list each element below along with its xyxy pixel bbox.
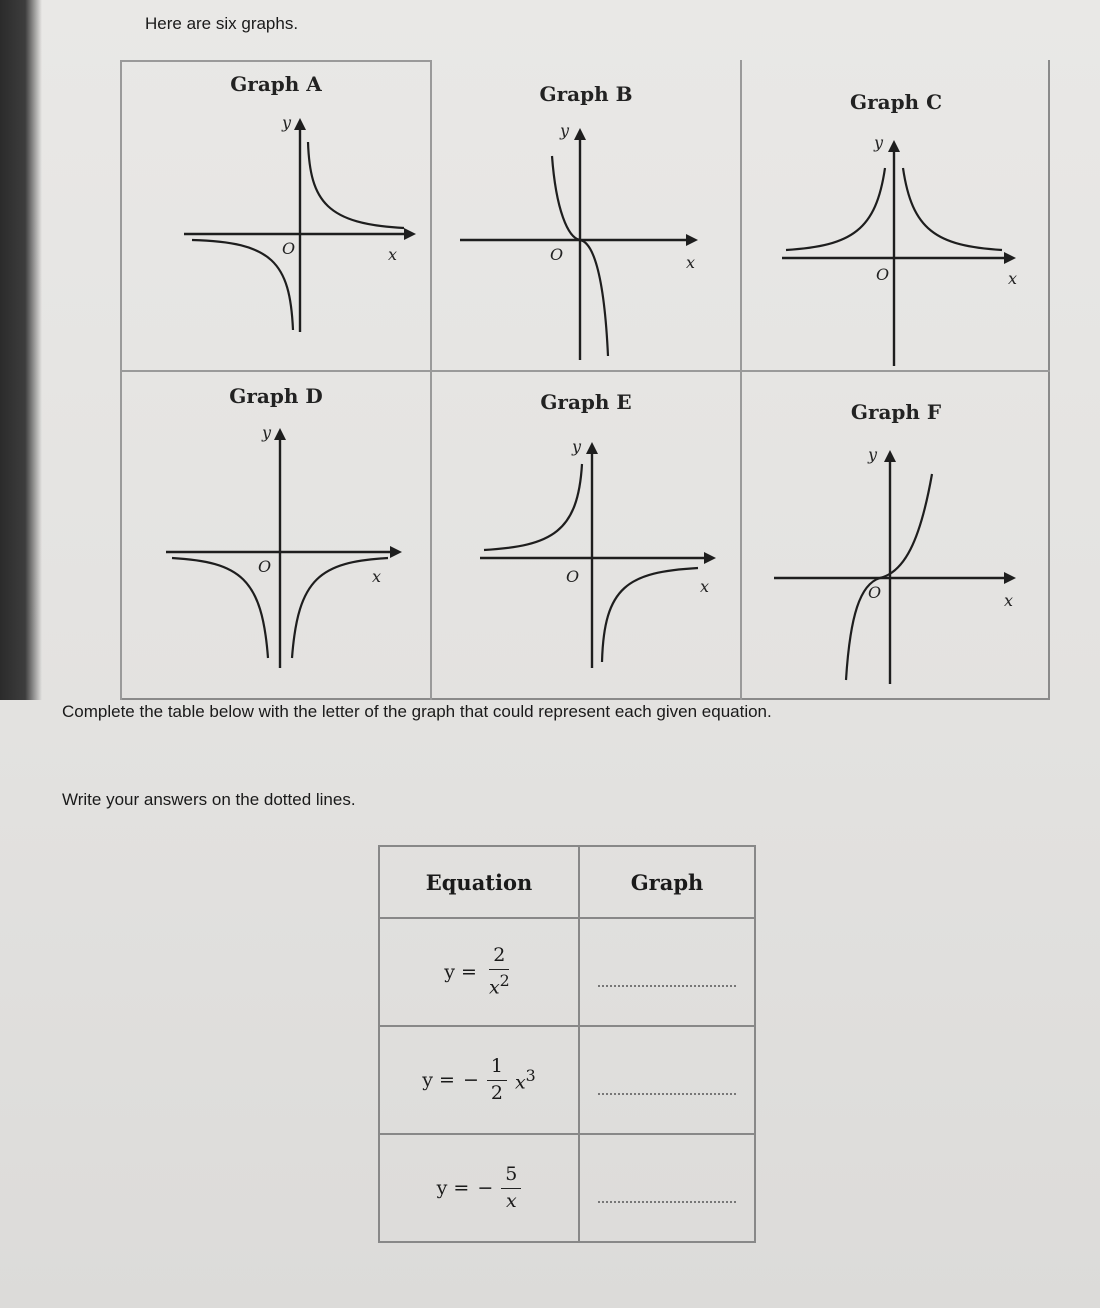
curve-branch-left [192, 239, 296, 330]
origin-label: O [282, 239, 296, 258]
equation-cell [379, 1134, 579, 1242]
answer-dotted-line[interactable] [598, 985, 736, 987]
fraction-denominator [502, 1189, 521, 1212]
header-graph: Graph [579, 846, 755, 918]
graph-title: Graph E [540, 390, 632, 414]
curve-branch-left [786, 168, 885, 250]
denominator-exponent: 2 [499, 970, 510, 990]
curve-branch-right [308, 142, 404, 228]
answer-dotted-line[interactable] [598, 1093, 736, 1095]
graph-title: Graph B [539, 82, 633, 106]
y-axis-arrow [586, 442, 598, 454]
trailing-exponent: 3 [525, 1066, 536, 1086]
graph-title: Graph A [230, 72, 322, 96]
graph-a-plot [122, 62, 430, 370]
fraction-numerator: 1 [487, 1057, 507, 1081]
header-equation: Equation [379, 846, 579, 918]
table-row [379, 1134, 755, 1242]
fraction-denominator [485, 970, 514, 998]
x-label: x [1008, 269, 1018, 288]
equation-fraction [501, 1162, 521, 1212]
x-label: x [372, 567, 382, 586]
graph-e-plot [432, 372, 740, 700]
page-edge-shadow [0, 0, 42, 700]
origin-label: O [258, 557, 272, 576]
y-label: y [874, 133, 884, 152]
x-label: x [388, 245, 398, 264]
x-axis-arrow [686, 234, 698, 246]
table-row [379, 918, 755, 1026]
x-axis-arrow [390, 546, 402, 558]
x-label: x [686, 253, 696, 272]
x-label: x [1004, 591, 1014, 610]
graph-c-panel [740, 60, 1050, 370]
intro-text: Here are six graphs. [145, 14, 299, 33]
equation-sign: − [462, 1069, 479, 1091]
graph-b-plot [432, 60, 740, 368]
fraction-denominator: 2 [490, 1081, 503, 1104]
x-axis-arrow [1004, 572, 1016, 584]
denominator-base: x [488, 976, 500, 999]
instruction-dotted-lines: Write your answers on the dotted lines. [62, 790, 356, 809]
graph-title: Graph F [850, 400, 942, 424]
graph-e-panel [430, 370, 740, 700]
equation-lhs: y = [436, 1177, 470, 1199]
y-label: y [868, 445, 878, 464]
y-axis-arrow [294, 118, 306, 130]
curve-branch-right [602, 568, 698, 662]
graph-b-panel [430, 60, 740, 370]
equation-cell [379, 1026, 579, 1134]
fraction-numerator: 2 [489, 946, 509, 970]
x-label: x [700, 577, 710, 596]
x-axis-arrow [404, 228, 416, 240]
graph-f-panel [740, 370, 1050, 700]
graph-a-panel [120, 60, 430, 370]
y-axis-arrow [884, 450, 896, 462]
trailing-base: x [514, 1071, 526, 1094]
answer-cell[interactable] [579, 1026, 755, 1134]
origin-label: O [868, 583, 882, 602]
graph-d-panel [120, 370, 430, 700]
graph-title: Graph D [229, 384, 323, 408]
equation-lhs: y = [444, 960, 477, 983]
graph-title: Graph C [850, 90, 942, 114]
equation-trailing-term [515, 1066, 536, 1093]
origin-label: O [566, 567, 580, 586]
x-axis-arrow [704, 552, 716, 564]
curve-branch-right [903, 168, 1002, 250]
curve-branch-left [172, 558, 268, 658]
y-label: y [572, 437, 582, 456]
denominator-base: x [505, 1189, 517, 1212]
fraction-numerator: 5 [501, 1165, 521, 1189]
graph-c-plot [742, 60, 1050, 368]
y-label: y [262, 423, 272, 442]
origin-label: O [876, 265, 890, 284]
answer-table [378, 845, 756, 1243]
graph-f-plot [742, 372, 1050, 700]
equation-lhs: y = [422, 1069, 455, 1091]
y-axis-arrow [888, 140, 900, 152]
y-label: y [560, 121, 570, 140]
equation-cell [379, 918, 579, 1026]
equation-fraction [487, 1054, 507, 1104]
y-label: y [282, 113, 292, 132]
answer-cell[interactable] [579, 1134, 755, 1242]
equation-sign: − [477, 1177, 494, 1199]
y-axis-arrow [274, 428, 286, 440]
answer-cell[interactable] [579, 918, 755, 1026]
graph-d-plot [122, 372, 430, 700]
curve-branch-left [484, 464, 582, 550]
table-row [379, 1026, 755, 1134]
answer-dotted-line[interactable] [598, 1201, 736, 1203]
graphs-grid [120, 60, 1050, 700]
equation-fraction [485, 943, 514, 999]
origin-label: O [550, 245, 564, 264]
table-header-row [379, 846, 755, 918]
instruction-complete-table: Complete the table below with the letter of the graph that could represent each given equation. [62, 702, 772, 721]
x-axis-arrow [1004, 252, 1016, 264]
y-axis-arrow [574, 128, 586, 140]
